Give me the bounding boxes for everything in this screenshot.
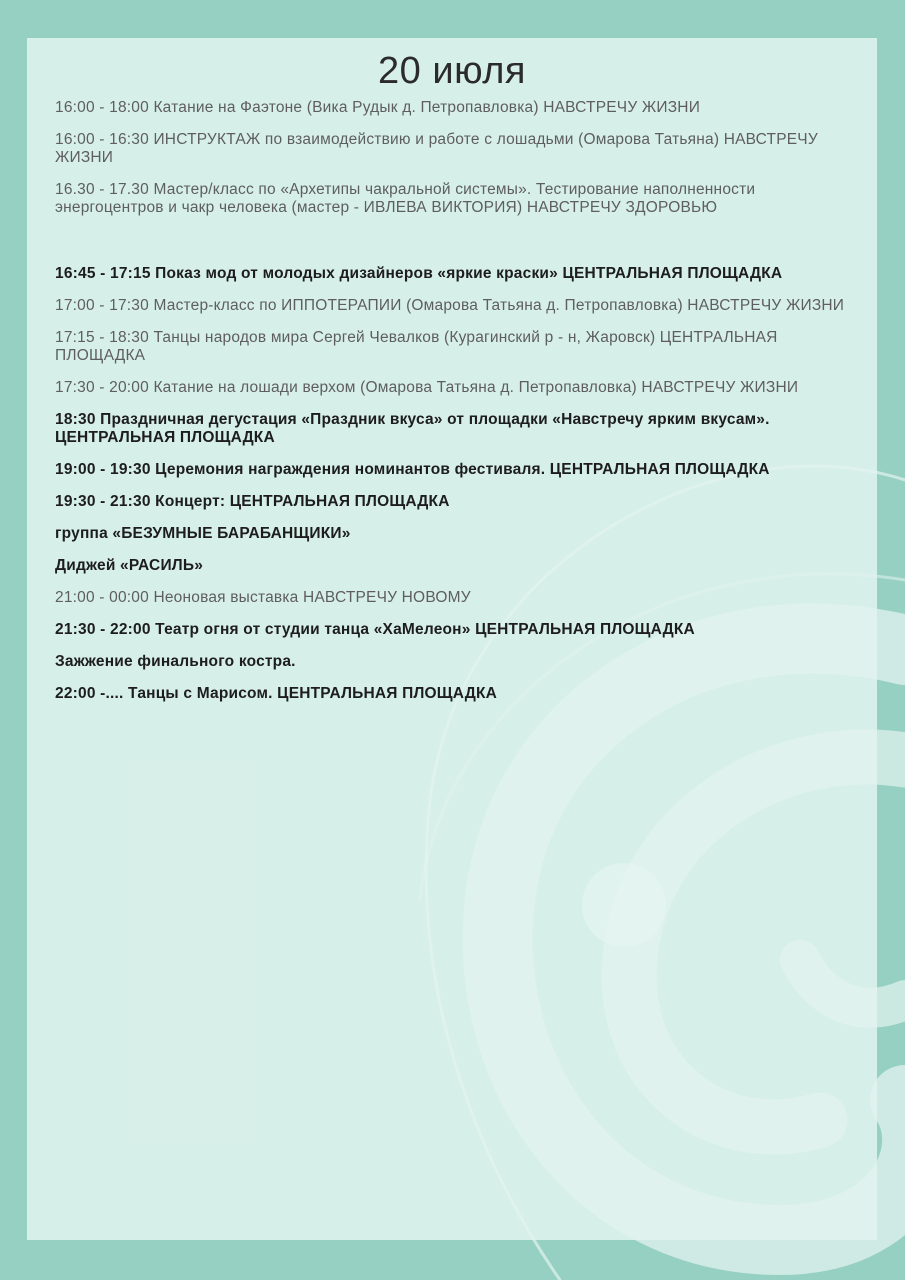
event-list-gap (55, 231, 855, 265)
event-item: 17:15 - 18:30 Танцы народов мира Сергей Чевалков (Курагинский р - н, Жаровск) ЦЕНТРАЛЬНАЯ ПЛОЩАДКА (55, 329, 778, 364)
event-item: 16:00 - 16:30 ИНСТРУКТАЖ по взаимодействию и работе с лошадьми (Омарова Татьяна) НАВСТРЕЧУ ЖИЗНИ (55, 131, 818, 166)
event-item: Зажжение финального костра. (55, 653, 296, 670)
event-item: 17:30 - 20:00 Катание на лошади верхом (Омарова Татьяна д. Петропавловка) НАВСТРЕЧУ ЖИЗНИ (55, 379, 799, 396)
event-item: Диджей «РАСИЛЬ» (55, 557, 204, 574)
event-item: 19:30 - 21:30 Концерт: ЦЕНТРАЛЬНАЯ ПЛОЩАДКА (55, 493, 450, 510)
event-item: 21:30 - 22:00 Театр огня от студии танца «ХаМелеон» ЦЕНТРАЛЬНАЯ ПЛОЩАДКА (55, 621, 695, 638)
event-item: 16:45 - 17:15 Показ мод от молодых дизайнеров «яркие краски» ЦЕНТРАЛЬНАЯ ПЛОЩАДКА (55, 265, 783, 282)
event-item: 18:30 Праздничная дегустация «Праздник вкуса» от площадки «Навстречу ярким вкусам». ЦЕНТРАЛЬНАЯ ПЛОЩАДКА (55, 411, 770, 446)
event-item: 21:00 - 00:00 Неоновая выставка НАВСТРЕЧУ НОВОМУ (55, 589, 471, 606)
event-item: 19:00 - 19:30 Церемония награждения номинантов фестиваля. ЦЕНТРАЛЬНАЯ ПЛОЩАДКА (55, 461, 770, 478)
event-item: 16.30 - 17.30 Мастер/класс по «Архетипы чакральной системы». Тестирование наполненности энергоцентров и чакр человека (мастер - ИВЛЕВА ВИКТОРИЯ) НАВСТРЕЧУ ЗДОРОВЬЮ (55, 181, 756, 216)
event-list (55, 99, 855, 717)
page-title: 20 июля (378, 50, 526, 92)
schedule-panel (27, 38, 877, 1240)
event-item: 17:00 - 17:30 Мастер-класс по ИППОТЕРАПИИ (Омарова Татьяна д. Петропавловка) НАВСТРЕЧУ ЖИЗНИ (55, 297, 845, 314)
event-item: 22:00 -.... Танцы с Марисом. ЦЕНТРАЛЬНАЯ ПЛОЩАДКА (55, 685, 498, 702)
event-item: 16:00 - 18:00 Катание на Фаэтоне (Вика Рудык д. Петропавловка) НАВСТРЕЧУ ЖИЗНИ (55, 99, 701, 116)
event-item: группа «БЕЗУМНЫЕ БАРАБАНЩИКИ» (55, 525, 351, 542)
